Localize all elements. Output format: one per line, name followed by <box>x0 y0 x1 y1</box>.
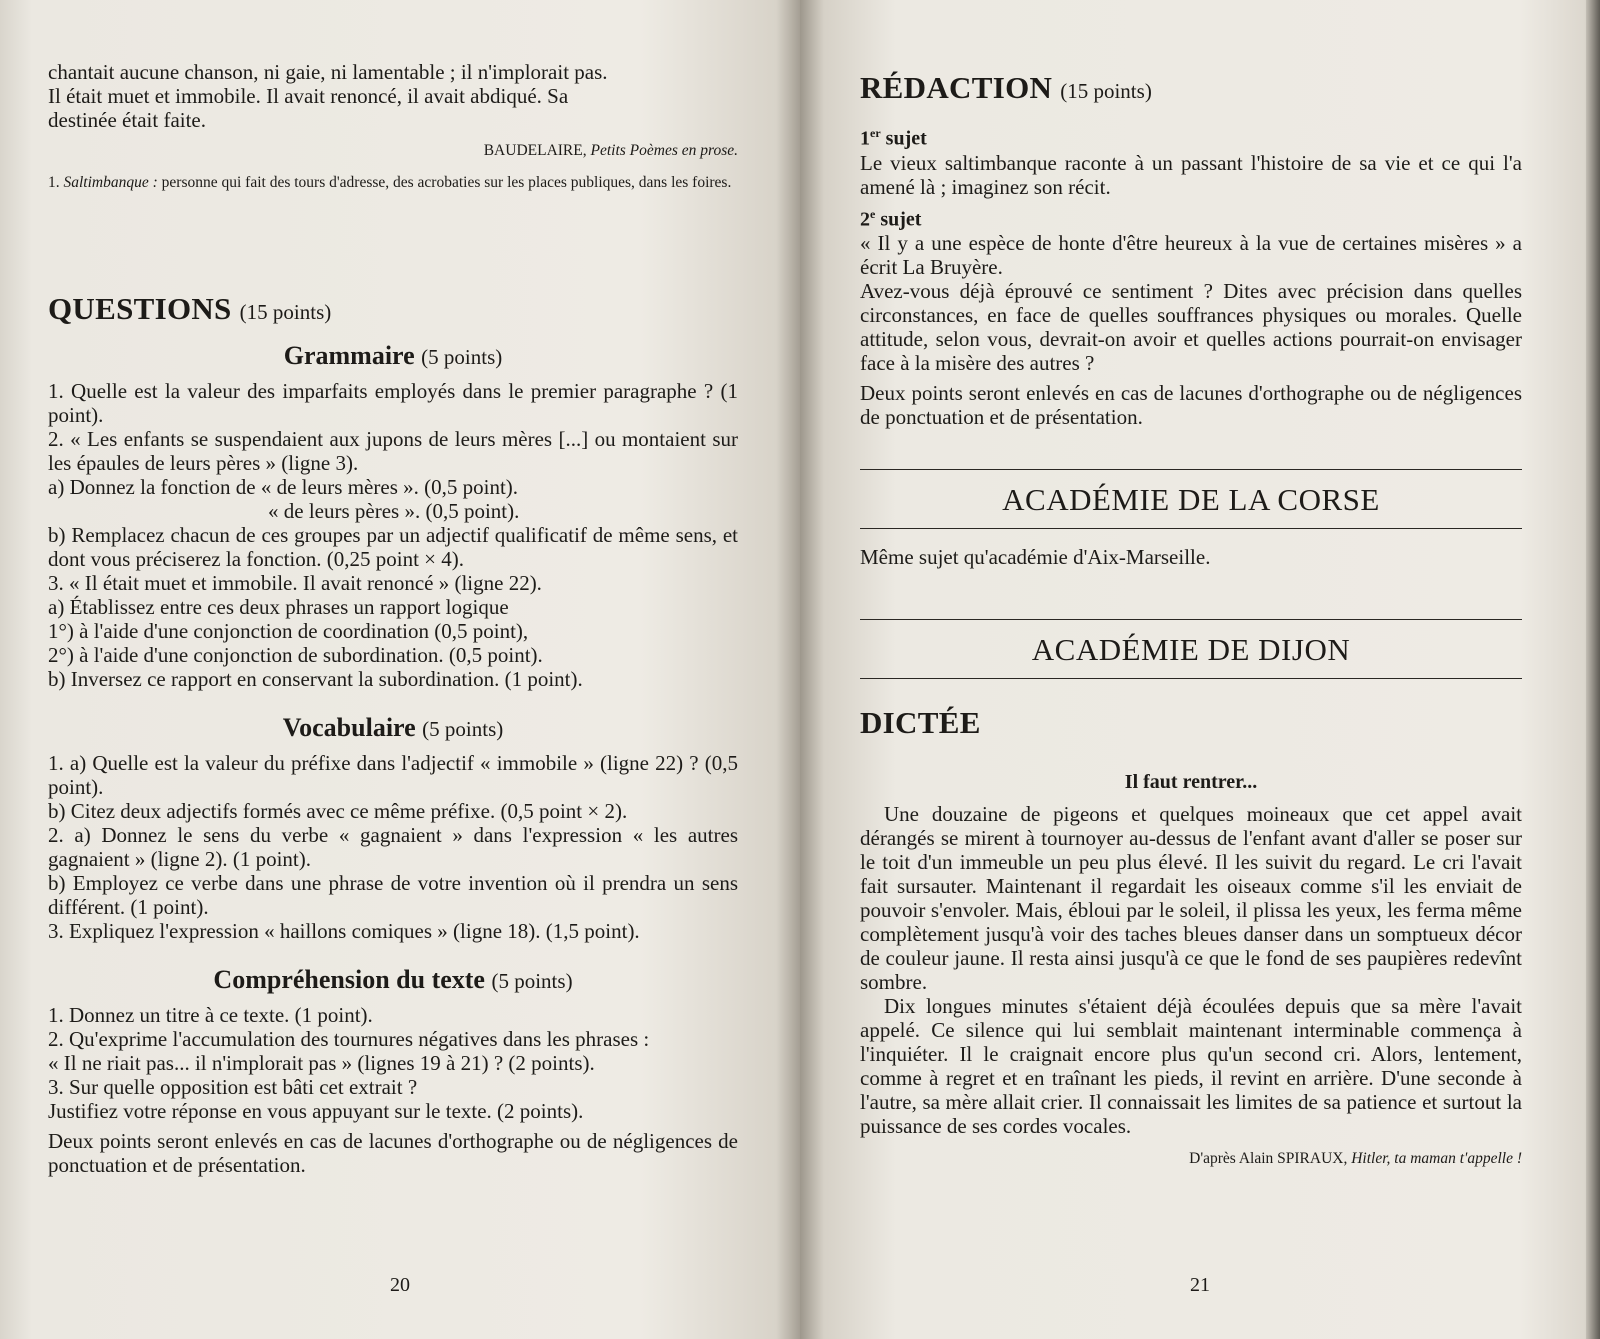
dictee-paragraph: Dix longues minutes s'étaient déjà écoulées depuis que sa mère l'avait appelé. Ce silence qui lui semblait maintenant interminable commença à l'inquiéter. Il le craignait encore plus qu'un second cri. Alors, lentement, comme à regret et en traînant les pieds, il revint en arrière. D'une seconde à l'autre, sa mère allait crier. Il connaissait les limites de sa patience et surtout la puissance de ses cordes vocales. <box>860 994 1522 1139</box>
vocabulaire-heading <box>48 713 738 743</box>
corse-text: Même sujet qu'académie d'Aix-Marseille. <box>860 545 1211 570</box>
grammaire-item: 3. « Il était muet et immobile. Il avait renoncé » (ligne 22). <box>48 571 542 595</box>
sujet2-question: Avez-vous déjà éprouvé ce sentiment ? Dites avec précision dans quelles circonstances, en face de quelles souffrances physiques ou morales. Quelle attitude, selon vous, devrait-on avoir et quelles actions pourrait-on envisager face à la misère des autres ? <box>860 279 1522 376</box>
questions-points: (15 points) <box>239 300 332 324</box>
comprehension-item: 2. Qu'exprime l'accumulation des tournures négatives dans les phrases : <box>48 1027 650 1051</box>
intro-line: Il était muet et immobile. Il avait renoncé, il avait abdiqué. Sa <box>48 84 569 108</box>
questions-heading <box>48 291 738 327</box>
comprehension-title: Compréhension du texte <box>213 965 485 994</box>
comprehension-heading <box>48 965 738 995</box>
vocabulaire-list <box>48 751 738 943</box>
grammaire-points: (5 points) <box>421 345 503 369</box>
vocabulaire-title: Vocabulaire <box>282 713 416 742</box>
grammaire-item: a) Établissez entre ces deux phrases un rapport logique <box>48 595 509 619</box>
redaction-points: (15 points) <box>1060 79 1152 103</box>
dictee-subtitle: Il faut rentrer... <box>1124 771 1258 794</box>
grammaire-list <box>48 379 738 691</box>
vocabulaire-item: b) Employez ce verbe dans une phrase de votre invention où il prendra un sens différent. (1 point). <box>48 871 738 919</box>
source-title: Petits Poèmes en prose. <box>590 142 738 159</box>
footnote-number: 1. <box>48 174 60 191</box>
right-page <box>800 0 1600 1339</box>
page-number-left: 20 <box>390 1274 410 1296</box>
vocabulaire-points: (5 points) <box>422 717 504 741</box>
comprehension-points: (5 points) <box>491 969 573 993</box>
intro-line: destinée était faite. <box>48 108 207 132</box>
redaction-heading <box>860 70 1522 106</box>
vocabulaire-item: b) Citez deux adjectifs formés avec ce même préfixe. (0,5 point × 2). <box>48 799 628 823</box>
dictee-heading: DICTÉE <box>860 705 981 741</box>
vocabulaire-item: 2. a) Donnez le sens du verbe « gagnaient » dans l'expression « les autres gagnaient » (ligne 2). (1 point). <box>48 823 738 871</box>
sujet2-sup: e <box>870 206 876 221</box>
sujet2-word: sujet <box>880 208 922 231</box>
intro-paragraph <box>48 60 738 132</box>
dictee-paragraph: Une douzaine de pigeons et quelques moineaux que cet appel avait dérangés se mirent à tournoyer au-dessus de l'enfant avant d'aller se poser sur le toit d'un immeuble un peu plus élevé. Il les suivit du regard. Le cri l'avait fait sursauter. Maintenant il regardait les oiseaux comme s'il les enviait de pouvoir s'envoler. Mais, ébloui par le soleil, il plissa les yeux, les ferma même complètement jusqu'à voir des taches bleues danser dans un somptueux décor de couleur jaune. Il resta ainsi jusqu'à ce que le fond de ses paupières redevînt sombre. <box>860 802 1522 995</box>
footnote-text: personne qui fait des tours d'adresse, des acrobaties sur les places publiques, dans les foires. <box>161 174 732 191</box>
sujet1-sup: er <box>870 126 881 140</box>
divider <box>860 469 1522 470</box>
questions-title: QUESTIONS <box>48 291 232 326</box>
comprehension-item: Justifiez votre réponse en vous appuyant sur le texte. (2 points). <box>48 1099 584 1123</box>
comprehension-item: 3. Sur quelle opposition est bâti cet extrait ? <box>48 1075 418 1099</box>
grammaire-item: 2. « Les enfants se suspendaient aux jupons de leurs mères [...] ou montaient sur les épaules de leurs pères » (ligne 3). <box>48 427 738 475</box>
divider <box>860 528 1522 529</box>
sujet1-number: 1 <box>860 127 870 150</box>
attribution-title: Hitler, ta maman t'appelle ! <box>1351 1150 1522 1168</box>
intro-line: chantait aucune chanson, ni gaie, ni lamentable ; il n'implorait pas. <box>48 60 608 84</box>
footnote <box>48 174 738 191</box>
divider <box>860 678 1522 679</box>
sujet2-heading <box>860 207 1522 232</box>
vocabulaire-item: 3. Expliquez l'expression « haillons comiques » (ligne 18). (1,5 point). <box>48 919 640 943</box>
redaction-title: RÉDACTION <box>860 70 1053 105</box>
grammaire-item: 1. Quelle est la valeur des imparfaits employés dans le premier paragraphe ? (1 point). <box>48 379 738 427</box>
grammaire-title: Grammaire <box>283 341 415 370</box>
comprehension-list <box>48 1003 738 1177</box>
divider <box>860 619 1522 620</box>
grammaire-item: a) Donnez la fonction de « de leurs mères ». (0,5 point). <box>48 475 519 499</box>
sujet2-number: 2 <box>860 208 870 231</box>
sujet1-text: Le vieux saltimbanque raconte à un passant l'histoire de sa vie et ce qui l'a amené là ; imaginez son récit. <box>860 150 1522 199</box>
comprehension-item: 1. Donnez un titre à ce texte. (1 point). <box>48 1003 373 1027</box>
comprehension-item: « Il ne riait pas... il n'implorait pas » (lignes 19 à 21) ? (2 points). <box>48 1051 595 1075</box>
grammaire-item: « de leurs pères ». (0,5 point). <box>268 499 520 523</box>
grammaire-item: 2°) à l'aide d'une conjonction de subordination. (0,5 point). <box>48 643 543 667</box>
attribution-author: D'après Alain SPIRAUX, <box>1189 1150 1348 1168</box>
grammaire-item: b) Remplacez chacun de ces groupes par un adjectif qualificatif de même sens, et dont vous préciserez la fonction. (0,25 point × 4). <box>48 523 738 571</box>
source-author: BAUDELAIRE, <box>483 142 587 159</box>
right-page-edge <box>1586 0 1600 1339</box>
sujet2-quote: « Il y a une espèce de honte d'être heureux à la vue de certaines misères » a écrit La Bruyère. <box>860 231 1522 280</box>
source-citation <box>48 142 738 160</box>
corse-heading: ACADÉMIE DE LA CORSE <box>1002 482 1380 518</box>
dictee-attribution <box>860 1150 1522 1168</box>
sujet1-word: sujet <box>885 127 927 150</box>
dijon-heading: ACADÉMIE DE DIJON <box>1031 632 1351 668</box>
grammaire-item: 1°) à l'aide d'une conjonction de coordination (0,5 point), <box>48 619 529 643</box>
sujet1-heading <box>860 126 1522 151</box>
grammaire-heading <box>48 341 738 371</box>
page-number-right: 21 <box>1190 1274 1210 1296</box>
redaction-penalty: Deux points seront enlevés en cas de lacunes d'orthographe ou de négligences de ponctuation et de présentation. <box>860 381 1522 430</box>
vocabulaire-item: 1. a) Quelle est la valeur du préfixe dans l'adjectif « immobile » (ligne 22) ? (0,5 point). <box>48 751 738 799</box>
grammaire-item: b) Inversez ce rapport en conservant la subordination. (1 point). <box>48 667 583 691</box>
footnote-term: Saltimbanque : <box>63 174 158 191</box>
penalty-note: Deux points seront enlevés en cas de lacunes d'orthographe ou de négligences de ponctuation et de présentation. <box>48 1129 738 1177</box>
